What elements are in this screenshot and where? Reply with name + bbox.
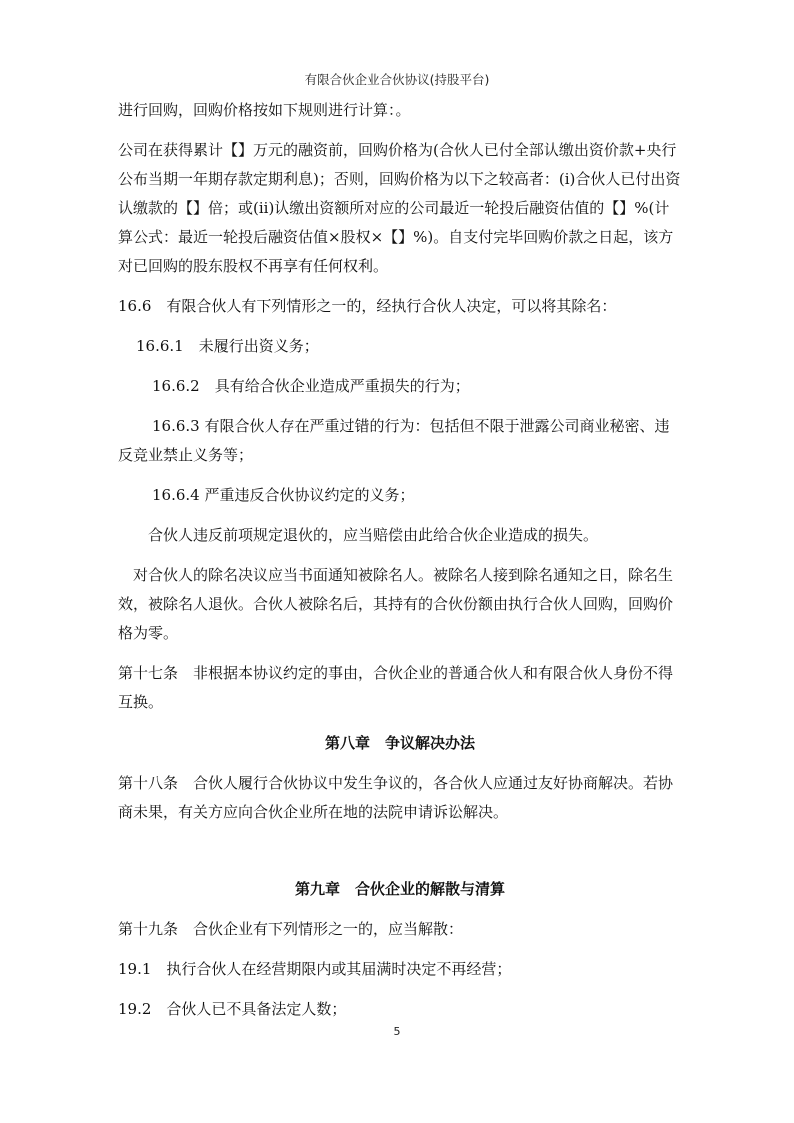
clause-16-6-1: 16.6.1 未履行出资义务；: [136, 337, 319, 355]
article-17: 第十七条 非根据本协议约定的事由，合伙企业的普通合伙人和有限合伙人身份不得互换。: [118, 664, 674, 711]
clause-19-1: 19.1 执行合伙人在经营期限内或其届满时决定不再经营；: [118, 960, 512, 978]
paragraph-expulsion-notice: 对合伙人的除名决议应当书面通知被除名人。被除名人接到除名通知之日，除名生效，被除名人退伙。合伙人被除名后，其持有的合伙份额由执行合伙人回购，回购价格为零。: [118, 566, 674, 642]
chapter-9-heading: 第九章 合伙企业的解散与清算: [294, 880, 505, 898]
page-header: 有限合伙企业合伙协议(持股平台): [304, 72, 490, 87]
paragraph-repurchase-intro: 进行回购，回购价格按如下规则进行计算：。: [118, 101, 411, 119]
page-number: 5: [393, 1025, 401, 1038]
document-body: [118, 96, 682, 1024]
paragraph-repurchase-price: 公司在获得累计【】万元的融资前，回购价格为(合伙人已付全部认缴出资价款+央行公布当期一年期存款定期利息)；否则，回购价格为以下之较高者：(i)合伙人已付出资认缴款的【】倍；或(ii)认缴出资额所对应的公司最近一轮投后融资估值的【】%(计算公式：最近一轮投后融资估值×股权×【】%)。自支付完毕回购价款之日起，该方对已回购的股东股权不再享有任何权利。: [118, 141, 681, 275]
clause-16-6-3: 16.6.3 有限合伙人存在严重过错的行为：包括但不限于泄露公司商业秘密、违反竞业禁止义务等；: [118, 417, 670, 464]
clause-16-6: 16.6 有限合伙人有下列情形之一的，经执行合伙人决定，可以将其除名：: [118, 297, 617, 315]
article-19: 第十九条 合伙企业有下列情形之一的，应当解散：: [118, 920, 464, 938]
clause-16-6-4: 16.6.4 严重违反合伙协议约定的义务；: [152, 486, 415, 504]
paragraph-compensation: 合伙人违反前项规定退伙的，应当赔偿由此给合伙企业造成的损失。: [148, 526, 599, 544]
clause-19-2: 19.2 合伙人已不具备法定人数；: [118, 1000, 347, 1018]
chapter-8-heading: 第八章 争议解决办法: [324, 734, 475, 752]
clause-16-6-2: 16.6.2 具有给合伙企业造成严重损失的行为；: [152, 377, 470, 395]
article-18: 第十八条 合伙人履行合伙协议中发生争议的，各合伙人应通过友好协商解决。若协商未果，有关方应向合伙企业所在地的法院申请诉讼解决。: [118, 774, 674, 821]
